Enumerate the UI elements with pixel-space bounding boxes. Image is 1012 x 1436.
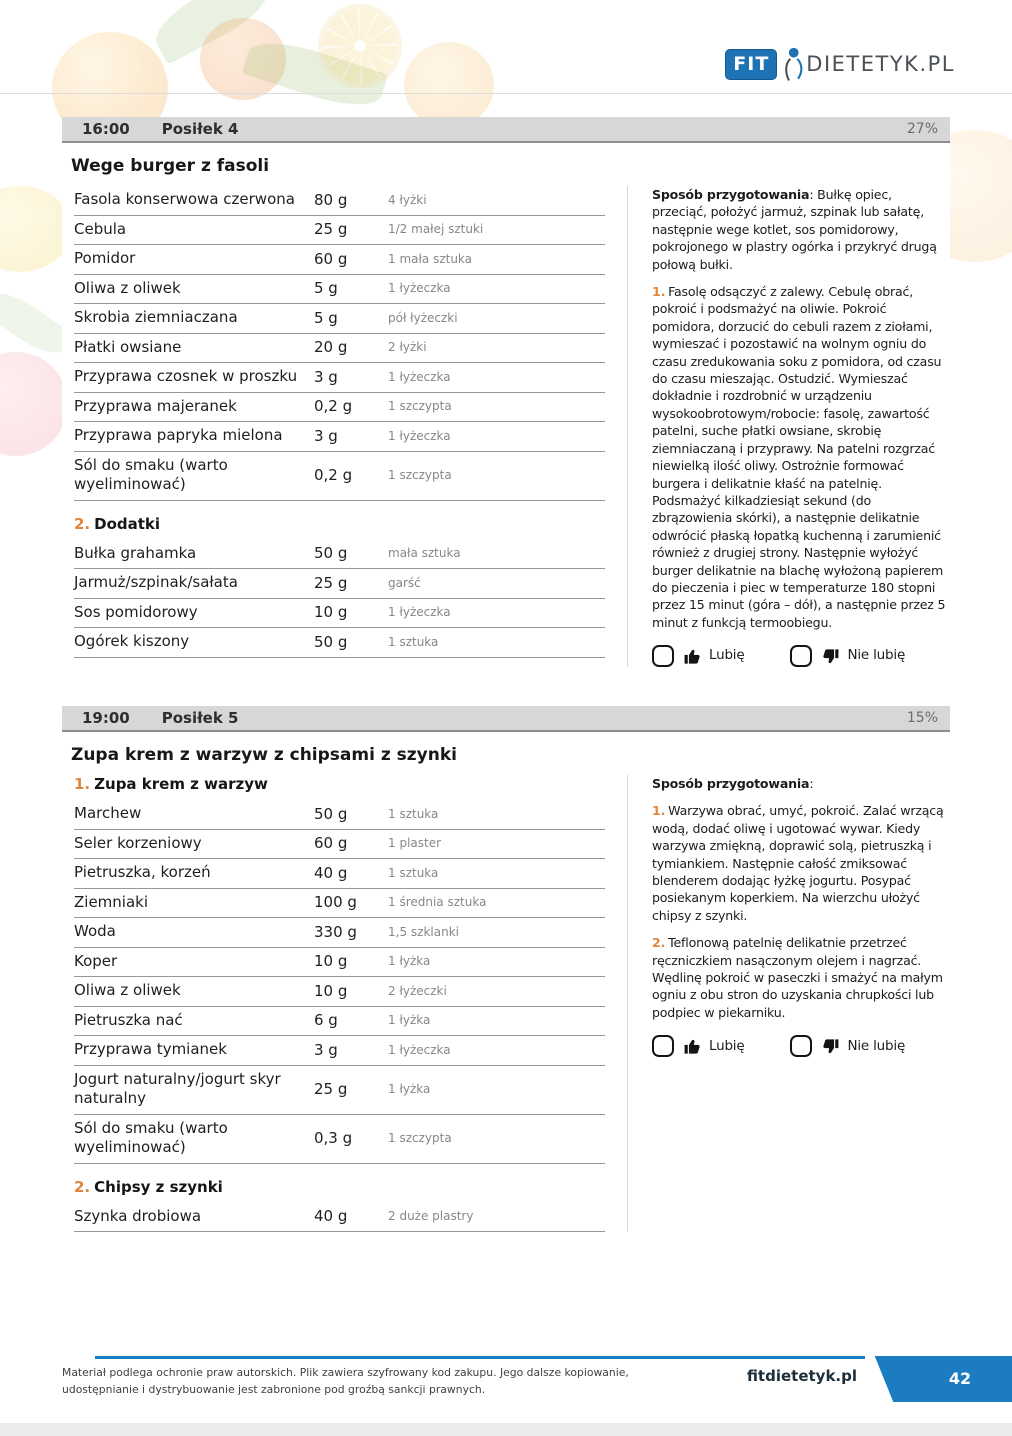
meal-percent: 15% <box>906 710 938 726</box>
meal-header-bar <box>62 706 950 732</box>
dislike-option <box>790 1035 905 1057</box>
ingredient-row <box>74 599 605 629</box>
ingredient-name: Przyprawa papryka mielona <box>74 426 283 444</box>
like-checkbox[interactable] <box>652 1035 674 1057</box>
preparation-label: Sposób przygotowania <box>652 776 810 791</box>
ingredient-measure: 1 łyżeczka <box>388 428 451 443</box>
ingredient-name: Sól do smaku (warto wyeliminować) <box>74 455 228 493</box>
ingredient-row <box>74 393 605 423</box>
grapefruit-photo-decor <box>0 352 68 456</box>
ingredient-amount: 0,2 g <box>314 466 353 484</box>
ingredient-amount: 0,2 g <box>314 397 353 416</box>
ingredient-name: Przyprawa czosnek w proszku <box>74 367 298 385</box>
leaf-decor <box>242 31 389 116</box>
ingredient-row <box>74 452 605 501</box>
ingredient-name: Cebula <box>74 219 127 238</box>
ingredient-measure: 1 szczypta <box>388 468 452 482</box>
meal-name: Posiłek 4 <box>161 120 239 138</box>
copyright-line-1: Materiał podlega ochronie praw autorskich. Plik zawiera szyfrowany kod zakupu. Jego dalsze kopiowanie, <box>62 1366 629 1379</box>
ingredient-name: Pomidor <box>74 249 136 267</box>
ingredient-amount: 0,3 g <box>314 1129 353 1147</box>
ingredient-amount: 50 g <box>314 632 348 651</box>
ingredient-row <box>74 569 605 599</box>
ingredient-measure: 1 sztuka <box>388 634 439 649</box>
ingredient-measure: 1 mała sztuka <box>388 251 473 266</box>
meal-section-5 <box>62 706 950 1232</box>
ingredient-row <box>74 186 605 216</box>
meal-percent: 27% <box>906 121 938 137</box>
page-number-badge <box>875 1356 1012 1402</box>
ingredient-name: Ziemniaki <box>74 892 149 911</box>
ingredient-measure: 1 łyżka <box>388 1013 431 1028</box>
ingredient-name: Oliwa z oliwek <box>74 981 181 999</box>
ingredient-name: Sól do smaku (warto wyeliminować) <box>74 1118 228 1156</box>
thumbs-up-icon <box>683 647 702 666</box>
ingredient-measure: 2 łyżeczki <box>388 983 447 998</box>
ingredient-amount: 60 g <box>314 834 348 853</box>
ingredient-row <box>74 977 605 1007</box>
ingredient-amount: 60 g <box>314 249 348 268</box>
ingredient-row <box>74 1036 605 1066</box>
thumbs-down-icon <box>821 1037 840 1056</box>
ingredient-amount: 10 g <box>314 603 348 622</box>
like-option <box>652 645 744 667</box>
ingredient-row <box>74 948 605 978</box>
ingredient-amount: 25 g <box>314 220 348 239</box>
group-number: 2. <box>74 1177 91 1196</box>
ingredient-amount: 50 g <box>314 804 348 823</box>
ingredient-amount: 3 g <box>314 367 338 386</box>
ingredient-amount: 40 g <box>314 863 348 882</box>
ingredient-row <box>74 422 605 452</box>
footer-accent-line <box>95 1356 865 1359</box>
ingredient-name: Pietruszka, korzeń <box>74 863 211 881</box>
ingredient-amount: 20 g <box>314 338 348 357</box>
ingredient-row <box>74 830 605 860</box>
ingredient-measure: 1 plaster <box>388 836 442 851</box>
meal-time: 16:00 <box>82 120 130 138</box>
ingredient-measure: 1 szczypta <box>388 399 452 414</box>
page-number: 42 <box>948 1369 972 1388</box>
preparation-steps <box>652 802 950 1021</box>
meal-time: 19:00 <box>82 709 130 727</box>
feedback-row <box>652 1035 950 1057</box>
meal-section-4 <box>62 117 950 667</box>
ingredient-measure: 1 łyżeczka <box>388 605 451 620</box>
dislike-option <box>790 645 905 667</box>
ingredient-row <box>74 889 605 919</box>
ingredient-row <box>74 1066 605 1115</box>
ingredient-name: Przyprawa tymianek <box>74 1040 227 1058</box>
header-divider <box>0 93 1012 94</box>
orange-slice-decor <box>318 4 402 88</box>
ingredients-table <box>74 186 605 501</box>
ingredient-amount: 25 g <box>314 573 348 592</box>
ingredient-amount: 330 g <box>314 922 357 941</box>
ingredient-measure: 1 średnia sztuka <box>388 895 487 910</box>
ingredient-measure: pół łyżeczki <box>388 310 458 325</box>
group-title: Dodatki <box>94 514 161 533</box>
copyright-notice <box>62 1364 629 1399</box>
ingredient-row <box>74 363 605 393</box>
ingredient-measure: 2 duże plastry <box>388 1209 474 1224</box>
orange-photo-decor <box>404 42 494 128</box>
logo-wordmark: DIETETYK.PL <box>806 52 955 76</box>
ingredient-measure: garść <box>388 575 421 590</box>
ingredients-table <box>74 1203 605 1233</box>
ingredient-measure: 4 łyżki <box>388 192 427 207</box>
group-number: 2. <box>74 514 91 533</box>
preparation-intro: Sposób przygotowania: Bułkę opiec, przeciąć, położyć jarmuż, szpinak lub sałatę, następnie wege kotlet, sos pomidorowy, pokrojonego w plastry ogórka i przykryć drugą połową bułki. <box>652 187 937 272</box>
ingredient-group-heading <box>74 775 605 793</box>
ingredient-name: Bułka grahamka <box>74 543 197 562</box>
fitdietetyk-logo <box>725 44 955 84</box>
preparation-intro: Sposób przygotowania: <box>652 776 814 791</box>
preparation-steps <box>652 283 950 631</box>
meal-name: Posiłek 5 <box>161 709 239 727</box>
ingredient-amount: 3 g <box>314 1040 338 1059</box>
ingredient-name: Pietruszka nać <box>74 1010 183 1029</box>
ingredient-name: Koper <box>74 951 118 970</box>
ingredient-row <box>74 1115 605 1164</box>
preparation-column <box>628 775 950 1232</box>
like-label: Lubię <box>709 1037 745 1054</box>
ingredient-name: Ogórek kiszony <box>74 632 190 650</box>
ingredient-amount: 10 g <box>314 981 348 1000</box>
ingredient-amount: 10 g <box>314 952 348 971</box>
ingredient-name: Szynka drobiowa <box>74 1206 202 1225</box>
footer-brand: fitdietetyk.pl <box>746 1367 857 1385</box>
ingredient-row <box>74 1007 605 1037</box>
ingredient-name: Płatki owsiane <box>74 337 182 356</box>
ingredient-name: Skrobia ziemniaczana <box>74 308 238 326</box>
thumbs-down-icon <box>821 647 840 666</box>
copyright-line-2: udostępnianie i dystrybuowanie jest zabronione pod groźbą sankcji prawnych. <box>62 1383 486 1397</box>
ingredient-measure: 1/2 małej sztuki <box>388 222 484 237</box>
group-title: Zupa krem z warzyw <box>94 775 268 793</box>
ingredient-row <box>74 275 605 305</box>
ingredient-row <box>74 245 605 275</box>
meal-header-bar <box>62 117 950 143</box>
ingredient-amount: 3 g <box>314 426 338 445</box>
group-number: 1. <box>74 775 91 793</box>
ingredient-row <box>74 800 605 830</box>
ingredient-row <box>74 540 605 570</box>
ingredient-measure: 1 łyżka <box>388 1082 431 1096</box>
ingredient-name: Marchew <box>74 804 142 822</box>
ingredient-row <box>74 918 605 948</box>
ingredient-row <box>74 859 605 889</box>
tangerine-photo-decor <box>200 18 286 100</box>
ingredient-amount: 100 g <box>314 893 357 912</box>
ingredient-amount: 5 g <box>314 308 338 327</box>
preparation-step <box>652 802 950 924</box>
ingredient-group-heading <box>74 515 605 533</box>
ingredient-measure: 1 łyżeczka <box>388 369 451 384</box>
ingredient-amount: 6 g <box>314 1011 338 1030</box>
like-option <box>652 1035 744 1057</box>
ingredient-name: Jogurt naturalny/jogurt skyr naturalny <box>74 1069 281 1107</box>
page-bottom-edge <box>0 1423 1012 1436</box>
step-text: Fasolę odsączyć z zalewy. Cebulę obrać, pokroić i podsmażyć na oliwie. Pokroić pomidora, dorzucić do cebuli razem z ziołami, wymieszać i pozostawić na wolnym ogniu do czasu zredukowania soku z pomidora, od czasu do czasu mieszając. Ostudzić. Wymieszać dokładnie i rozdrobnić w urządzeniu wysokoobrotowym/robocie: fasolę, zawartość patelni, suche płatki owsiane, skrobię ziemniaczaną i przyprawy. Na patelni rozgrzać niewielką ilość oliwy. Ostrożnie formować burgera i delikatnie kłaść na patelnię. Podsmażyć kilkadziesiąt sekund (do zbrązowienia skórki), a następnie delikatnie odwrócić płaską łopatką kuchenną i zarumienić również z drugiej strony. Następnie wyłożyć burger delikatnie na blachę wyłożoną papierem do pieczenia i piec w temperaturze 180 stopni przez 15 minut (góra – dół), a następnie przez 5 minut z funkcją termoobiegu. <box>652 284 946 630</box>
step-number: 1. <box>652 284 666 300</box>
ingredient-name: Jarmuż/szpinak/sałata <box>74 573 238 591</box>
ingredients-table <box>74 540 605 658</box>
ingredient-measure: 2 łyżki <box>388 340 427 355</box>
ingredient-amount: 80 g <box>314 190 348 209</box>
logo-person-icon <box>779 44 805 84</box>
ingredient-row <box>74 304 605 334</box>
like-label: Lubię <box>709 647 745 664</box>
ingredient-name: Oliwa z oliwek <box>74 278 181 297</box>
ingredient-measure: 1 sztuka <box>388 806 439 821</box>
recipe-title: Wege burger z fasoli <box>71 156 270 176</box>
leaf-decor <box>147 0 279 65</box>
ingredient-amount: 50 g <box>314 544 348 563</box>
step-text: Teflonową patelnię delikatnie przetrzeć ręczniczkiem nasączonym olejem i nagrzać. Wędlinę pokroić w paseczki i smażyć na małym ogniu z obu stron do uzyskania chrupkości lub podpiec w piekarniku. <box>652 935 943 1020</box>
ingredient-group-heading <box>74 1178 605 1196</box>
ingredient-measure: 1 szczypta <box>388 1131 452 1145</box>
ingredient-name: Fasola konserwowa czerwona <box>74 190 295 208</box>
ingredient-name: Sos pomidorowy <box>74 602 198 621</box>
ingredient-name: Woda <box>74 922 116 940</box>
step-text: Warzywa obrać, umyć, pokroić. Zalać wrzącą wodą, dodać oliwę i ugotować wywar. Kiedy warzywa zmiękną, doprawić solą, pietruszką i tymiankiem. Następnie całość zmiksować blenderem dodając łyżkę jogurtu. Posypać posiekanym koperkiem. Na wierzchu ułożyć chipsy z szynki. <box>652 803 944 923</box>
ingredients-table <box>74 800 605 1164</box>
ingredient-name: Przyprawa majeranek <box>74 396 237 415</box>
preparation-label: Sposób przygotowania <box>652 187 810 202</box>
dislike-checkbox[interactable] <box>790 1035 812 1057</box>
ingredient-measure: mała sztuka <box>388 546 461 561</box>
preparation-column <box>628 186 950 667</box>
ingredients-column <box>62 186 628 667</box>
recipe-title: Zupa krem z warzyw z chipsami z szynki <box>71 745 457 765</box>
ingredient-measure: 1 sztuka <box>388 865 439 880</box>
ingredients-column <box>62 775 628 1232</box>
ingredient-measure: 1,5 szklanki <box>388 924 459 939</box>
ingredient-row <box>74 628 605 658</box>
ingredient-amount: 5 g <box>314 279 338 298</box>
ingredient-measure: 1 łyżka <box>388 954 431 969</box>
step-number: 2. <box>652 935 666 951</box>
dislike-label: Nie lubię <box>847 1037 906 1054</box>
logo-fit-badge: FIT <box>725 49 777 80</box>
ingredient-amount: 25 g <box>314 1080 348 1098</box>
thumbs-up-icon <box>683 1037 702 1056</box>
dislike-checkbox[interactable] <box>790 645 812 667</box>
preparation-step <box>652 934 950 1021</box>
feedback-row <box>652 645 950 667</box>
ingredient-row <box>74 216 605 246</box>
group-title: Chipsy z szynki <box>94 1177 223 1196</box>
like-checkbox[interactable] <box>652 645 674 667</box>
ingredient-row <box>74 1203 605 1233</box>
ingredient-row <box>74 334 605 364</box>
step-number: 1. <box>652 803 666 819</box>
ingredient-amount: 40 g <box>314 1207 348 1226</box>
ingredient-measure: 1 łyżeczka <box>388 281 451 296</box>
ingredient-name: Seler korzeniowy <box>74 833 202 852</box>
ingredient-measure: 1 łyżeczka <box>388 1042 451 1057</box>
preparation-step <box>652 283 950 631</box>
dislike-label: Nie lubię <box>847 647 906 664</box>
